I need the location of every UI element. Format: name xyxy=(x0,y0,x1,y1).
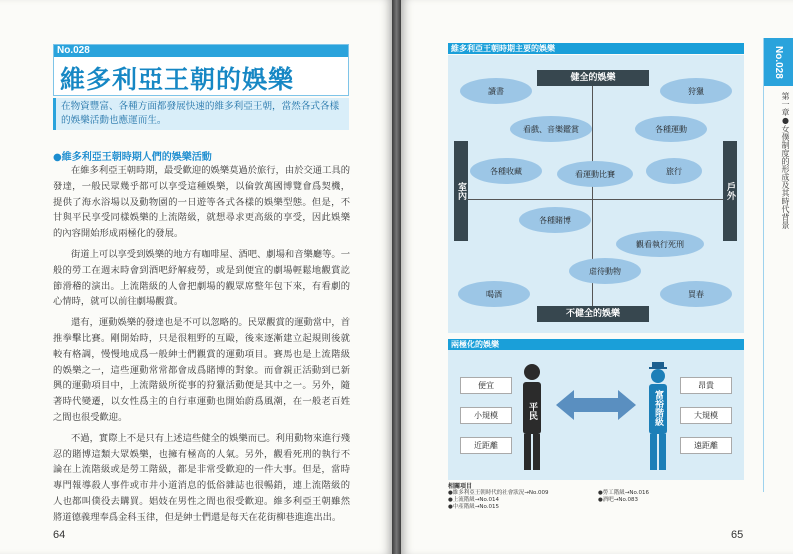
chart-item: 狩獵 xyxy=(660,78,732,104)
wealthy-label: 富裕階級 xyxy=(653,390,663,426)
section-heading: ●維多利亞王朝時期人們的娛樂活動 xyxy=(53,152,212,163)
page-title: 維多利亞王朝的娛樂 xyxy=(60,65,295,94)
chart-item: 看運動比賽 xyxy=(557,161,633,187)
paragraph: 在維多利亞王朝時期，最受歡迎的娛樂莫過於旅行，由於交通工具的發達，一般民眾幾乎都可以享受這種娛樂，以倫敦萬國博覽會爲契機，提供了海水浴場以及動物園的一日遊等各式各樣的娛樂型態。但是，不甘與平民享受同樣娛樂的上流階級，就想尋求更高級的享受，因此娛樂的內容開始形成兩極化的發展。 xyxy=(53,165,350,240)
related-item: ●上流階級→No.014 xyxy=(448,497,500,503)
related-items-title: 相關項目 xyxy=(448,483,473,490)
polarization-diagram xyxy=(448,350,744,480)
paragraph: 街道上可以享受到娛樂的地方有咖啡屋、酒吧、劇場和音樂廳等。一般的勞工在週末時會到酒吧紓解疲勞，或是到便宜的劇場輕鬆地觀賞訖節滑稽的演出。上流階級的人會把劇場的觀眾席整年包下來，有看劇的心情時，就可以前往劇場觀賞。 xyxy=(53,248,350,308)
right-word: 大規模 xyxy=(680,407,732,424)
left-word: 便宜 xyxy=(460,377,512,394)
related-item: ●酒吧→No.083 xyxy=(598,497,639,503)
body-text xyxy=(53,163,350,531)
right-word: 遠距離 xyxy=(680,437,732,454)
commoner-label: 平民 xyxy=(527,402,537,420)
chart-item: 各種賭博 xyxy=(519,207,591,233)
right-word: 昂貴 xyxy=(680,377,732,394)
chart-item: 虐待動物 xyxy=(569,258,641,284)
left-category-label: 室內 xyxy=(454,141,468,241)
related-items xyxy=(448,483,744,511)
chapter-label: 第一章●女僕制度的形成及其時代背景 xyxy=(781,92,790,229)
horizontal-axis xyxy=(458,199,734,200)
page-number-left: 64 xyxy=(53,529,66,541)
chart-item: 買春 xyxy=(660,281,732,307)
related-item: ●中產階級→No.015 xyxy=(448,504,500,510)
polarization-header: 兩極化的娛樂 xyxy=(448,339,744,350)
left-page xyxy=(0,0,392,554)
left-word: 小規模 xyxy=(460,407,512,424)
chart-header: 維多利亞王朝時期主要的娛樂 xyxy=(448,43,744,54)
paragraph: 不過，實際上不是只有上述這些健全的娛樂而已。利用動物來進行殘忍的賭博這類大眾娛樂，也擁有極高的人氣。另外，觀看死刑的執行不論在上流階級或是勞工階級，都是非常受歡迎的一件大事。但是，當時專門報導殺人事件或市井小道消息的低俗雜誌也很暢銷，連上流階級的人也都叫僕役去購買。娼妓在男性之間也很受歡迎。維多利亞王朝雖然將道德義理奉爲金科玉律，但是紳士們還是每天在花街柳巷進進出出。 xyxy=(53,432,350,523)
chart-item: 各種運動 xyxy=(635,116,707,142)
chart-item: 各種收藏 xyxy=(470,158,542,184)
bottom-category-label: 不健全的娛樂 xyxy=(537,306,649,322)
chart-item: 觀看執行死刑 xyxy=(616,231,704,257)
title-box xyxy=(53,44,349,96)
related-item: ●勞工階級→No.016 xyxy=(598,490,650,496)
book-gutter xyxy=(392,0,401,554)
paragraph: 還有，運動娛樂的發達也是不可以忽略的。民眾觀賞的運動當中，首推拳擊比賽。剛開始時，只是很粗野的互毆，後來逐漸建立起規則後就較有格調，慢慢地成爲一般紳士們觀賞的運動項目。賽馬也是上流階級的娛樂之一，這些運動常常都會成爲賭博的對象。而會親正活動到已新興的運動項目中，上流階級所從事的狩獵活動便是其中之一。另外，隨著時代變遷，以女性爲主的自行車運動也開始蔚爲風潮，在一般老百姓之間也很受歡迎。 xyxy=(53,317,350,423)
entertainment-chart xyxy=(448,55,744,333)
chart-item: 讀書 xyxy=(460,78,532,104)
vertical-axis xyxy=(592,71,593,321)
double-arrow-icon xyxy=(556,388,636,422)
right-category-label: 戶外 xyxy=(723,141,737,241)
chart-item: 旅行 xyxy=(646,158,702,184)
number-tag: No.028 xyxy=(54,45,348,57)
chart-item: 看戲、音樂鑑賞 xyxy=(510,116,592,142)
chart-item: 喝酒 xyxy=(458,281,530,307)
page-number-right: 65 xyxy=(731,529,744,541)
top-category-label: 健全的娛樂 xyxy=(537,70,649,86)
side-number-tag: No.028 xyxy=(764,38,793,86)
related-item: ●維多利亞王朝時代的社會狀況→No.009 xyxy=(448,490,549,496)
right-page xyxy=(401,0,793,554)
lead-text: 在物資豐富、各種方面都發展快速的維多利亞王朝，當然各式各樣的娛樂活動也應運而生。 xyxy=(53,98,349,130)
left-word: 近距離 xyxy=(460,437,512,454)
